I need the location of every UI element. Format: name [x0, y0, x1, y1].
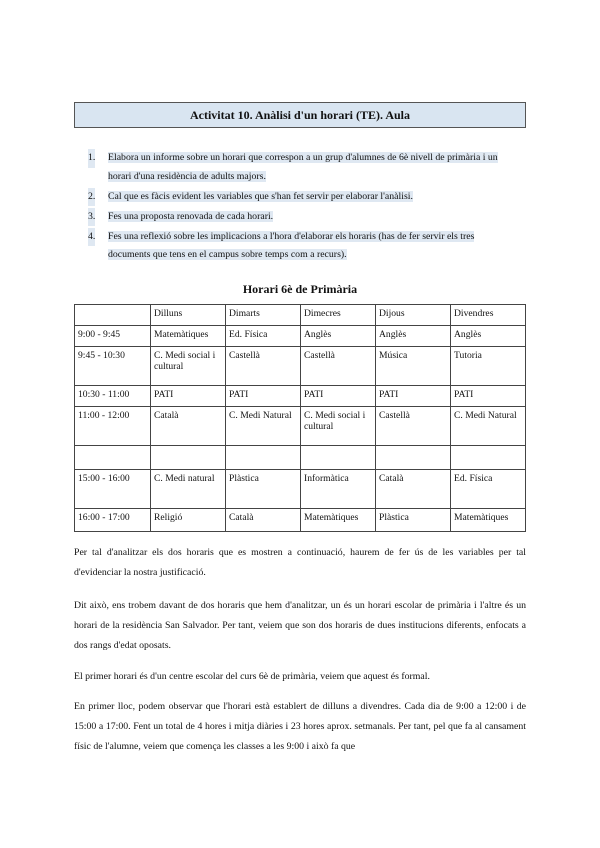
subject-cell: C. Medi Natural — [226, 407, 301, 446]
subject-cell — [451, 446, 526, 470]
time-cell: 16:00 - 17:00 — [75, 509, 151, 532]
task-number: 4. — [88, 228, 95, 247]
subject-cell: PATI — [151, 386, 226, 407]
time-cell — [75, 305, 151, 326]
activity-title: Activitat 10. Anàlisi d'un horari (TE). Aula — [74, 102, 526, 128]
subject-cell: Matemàtiques — [301, 509, 376, 532]
time-cell: 15:00 - 16:00 — [75, 470, 151, 509]
subject-cell: Dimecres — [301, 305, 376, 326]
paragraph: El primer horari és d'un centre escolar del curs 6è de primària, veiem que aquest és formal. — [74, 671, 430, 682]
subject-cell: C. Medi social i cultural — [301, 407, 376, 446]
subject-cell: PATI — [301, 386, 376, 407]
subject-cell: Anglès — [451, 326, 526, 347]
subject-cell: Tutoria — [451, 347, 526, 386]
task-text: Cal que es fàcis evident les variables que s'han fet servir per elaborar l'anàlisi. — [108, 190, 413, 202]
schedule-title: Horari 6è de Primària — [242, 282, 358, 296]
subject-cell: C. Medi social i cultural — [151, 347, 226, 386]
task-item — [88, 228, 508, 265]
table-row — [75, 509, 526, 532]
subject-cell: Català — [376, 470, 451, 509]
table-header-row — [75, 305, 526, 326]
subject-cell: Anglès — [376, 326, 451, 347]
paragraph: Dit això, ens trobem davant de dos horaris que hem d'analitzar, un és un horari escolar de primària i l'altre és un horari de la residència San Salvador. Per tant, veiem que son dos horaris de dues institucions diferents, enfocats a dos rangs d'edat oposats. — [74, 600, 526, 651]
table-row — [75, 470, 526, 509]
subject-cell: Ed. Física — [226, 326, 301, 347]
task-item — [88, 188, 508, 207]
subject-cell: Dijous — [376, 305, 451, 326]
subject-cell: PATI — [376, 386, 451, 407]
subject-cell: Català — [226, 509, 301, 532]
subject-cell: Anglès — [301, 326, 376, 347]
schedule-table — [74, 304, 526, 532]
subject-cell: PATI — [451, 386, 526, 407]
table-row — [75, 347, 526, 386]
time-cell: 11:00 - 12:00 — [75, 407, 151, 446]
table-row — [75, 326, 526, 347]
task-text: Fes una proposta renovada de cada horari. — [108, 210, 274, 222]
subject-cell: Música — [376, 347, 451, 386]
task-list — [88, 149, 508, 266]
time-cell: 9:00 - 9:45 — [75, 326, 151, 347]
time-cell — [75, 446, 151, 470]
subject-cell — [301, 446, 376, 470]
task-number: 1. — [88, 149, 95, 168]
subject-cell: Ed. Física — [451, 470, 526, 509]
subject-cell: Religió — [151, 509, 226, 532]
subject-cell: Castellà — [226, 347, 301, 386]
subject-cell: Dilluns — [151, 305, 226, 326]
subject-cell: Divendres — [451, 305, 526, 326]
table-row — [75, 446, 526, 470]
task-number: 3. — [88, 208, 95, 227]
subject-cell: Matemàtiques — [451, 509, 526, 532]
task-text: Elabora un informe sobre un horari que correspon a un grup d'alumnes de 6è nivell de primària i un horari d'una residència de adults majors. — [108, 152, 498, 182]
task-item — [88, 208, 508, 227]
subject-cell: Plàstica — [226, 470, 301, 509]
subject-cell: C. Medi Natural — [451, 407, 526, 446]
subject-cell: C. Medi natural — [151, 470, 226, 509]
subject-cell — [376, 446, 451, 470]
table-row — [75, 386, 526, 407]
subject-cell: Matemàtiques — [151, 326, 226, 347]
subject-cell: Dimarts — [226, 305, 301, 326]
time-cell: 9:45 - 10:30 — [75, 347, 151, 386]
subject-cell: PATI — [226, 386, 301, 407]
subject-cell: Plàstica — [376, 509, 451, 532]
task-item — [88, 149, 508, 186]
subject-cell — [226, 446, 301, 470]
subject-cell: Català — [151, 407, 226, 446]
task-text: Fes una reflexió sobre les implicacions a l'hora d'elaborar els horaris (has de fer servir els tres documents que tens en el campus sobre temps com a recurs). — [108, 230, 475, 260]
paragraph: Per tal d'analitzar els dos horaris que es mostren a continuació, haurem de fer ús de les variables per tal d'evidenciar la nostra justificació. — [74, 547, 526, 578]
subject-cell — [151, 446, 226, 470]
subject-cell: Castellà — [301, 347, 376, 386]
paragraph: En primer lloc, podem observar que l'horari està establert de dilluns a divendres. Cada dia de 9:00 a 12:00 i de 15:00 a 17:00. Fent un total de 4 hores i mitja diàries i 23 hores aprox. setmanals. Per tant, pel que fa al cansament físic de l'alumne, veiem que comença les classes a les 9:00 i això fa que — [74, 701, 526, 752]
subject-cell: Castellà — [376, 407, 451, 446]
time-cell: 10:30 - 11:00 — [75, 386, 151, 407]
table-row — [75, 407, 526, 446]
task-number: 2. — [88, 188, 95, 207]
subject-cell: Informàtica — [301, 470, 376, 509]
